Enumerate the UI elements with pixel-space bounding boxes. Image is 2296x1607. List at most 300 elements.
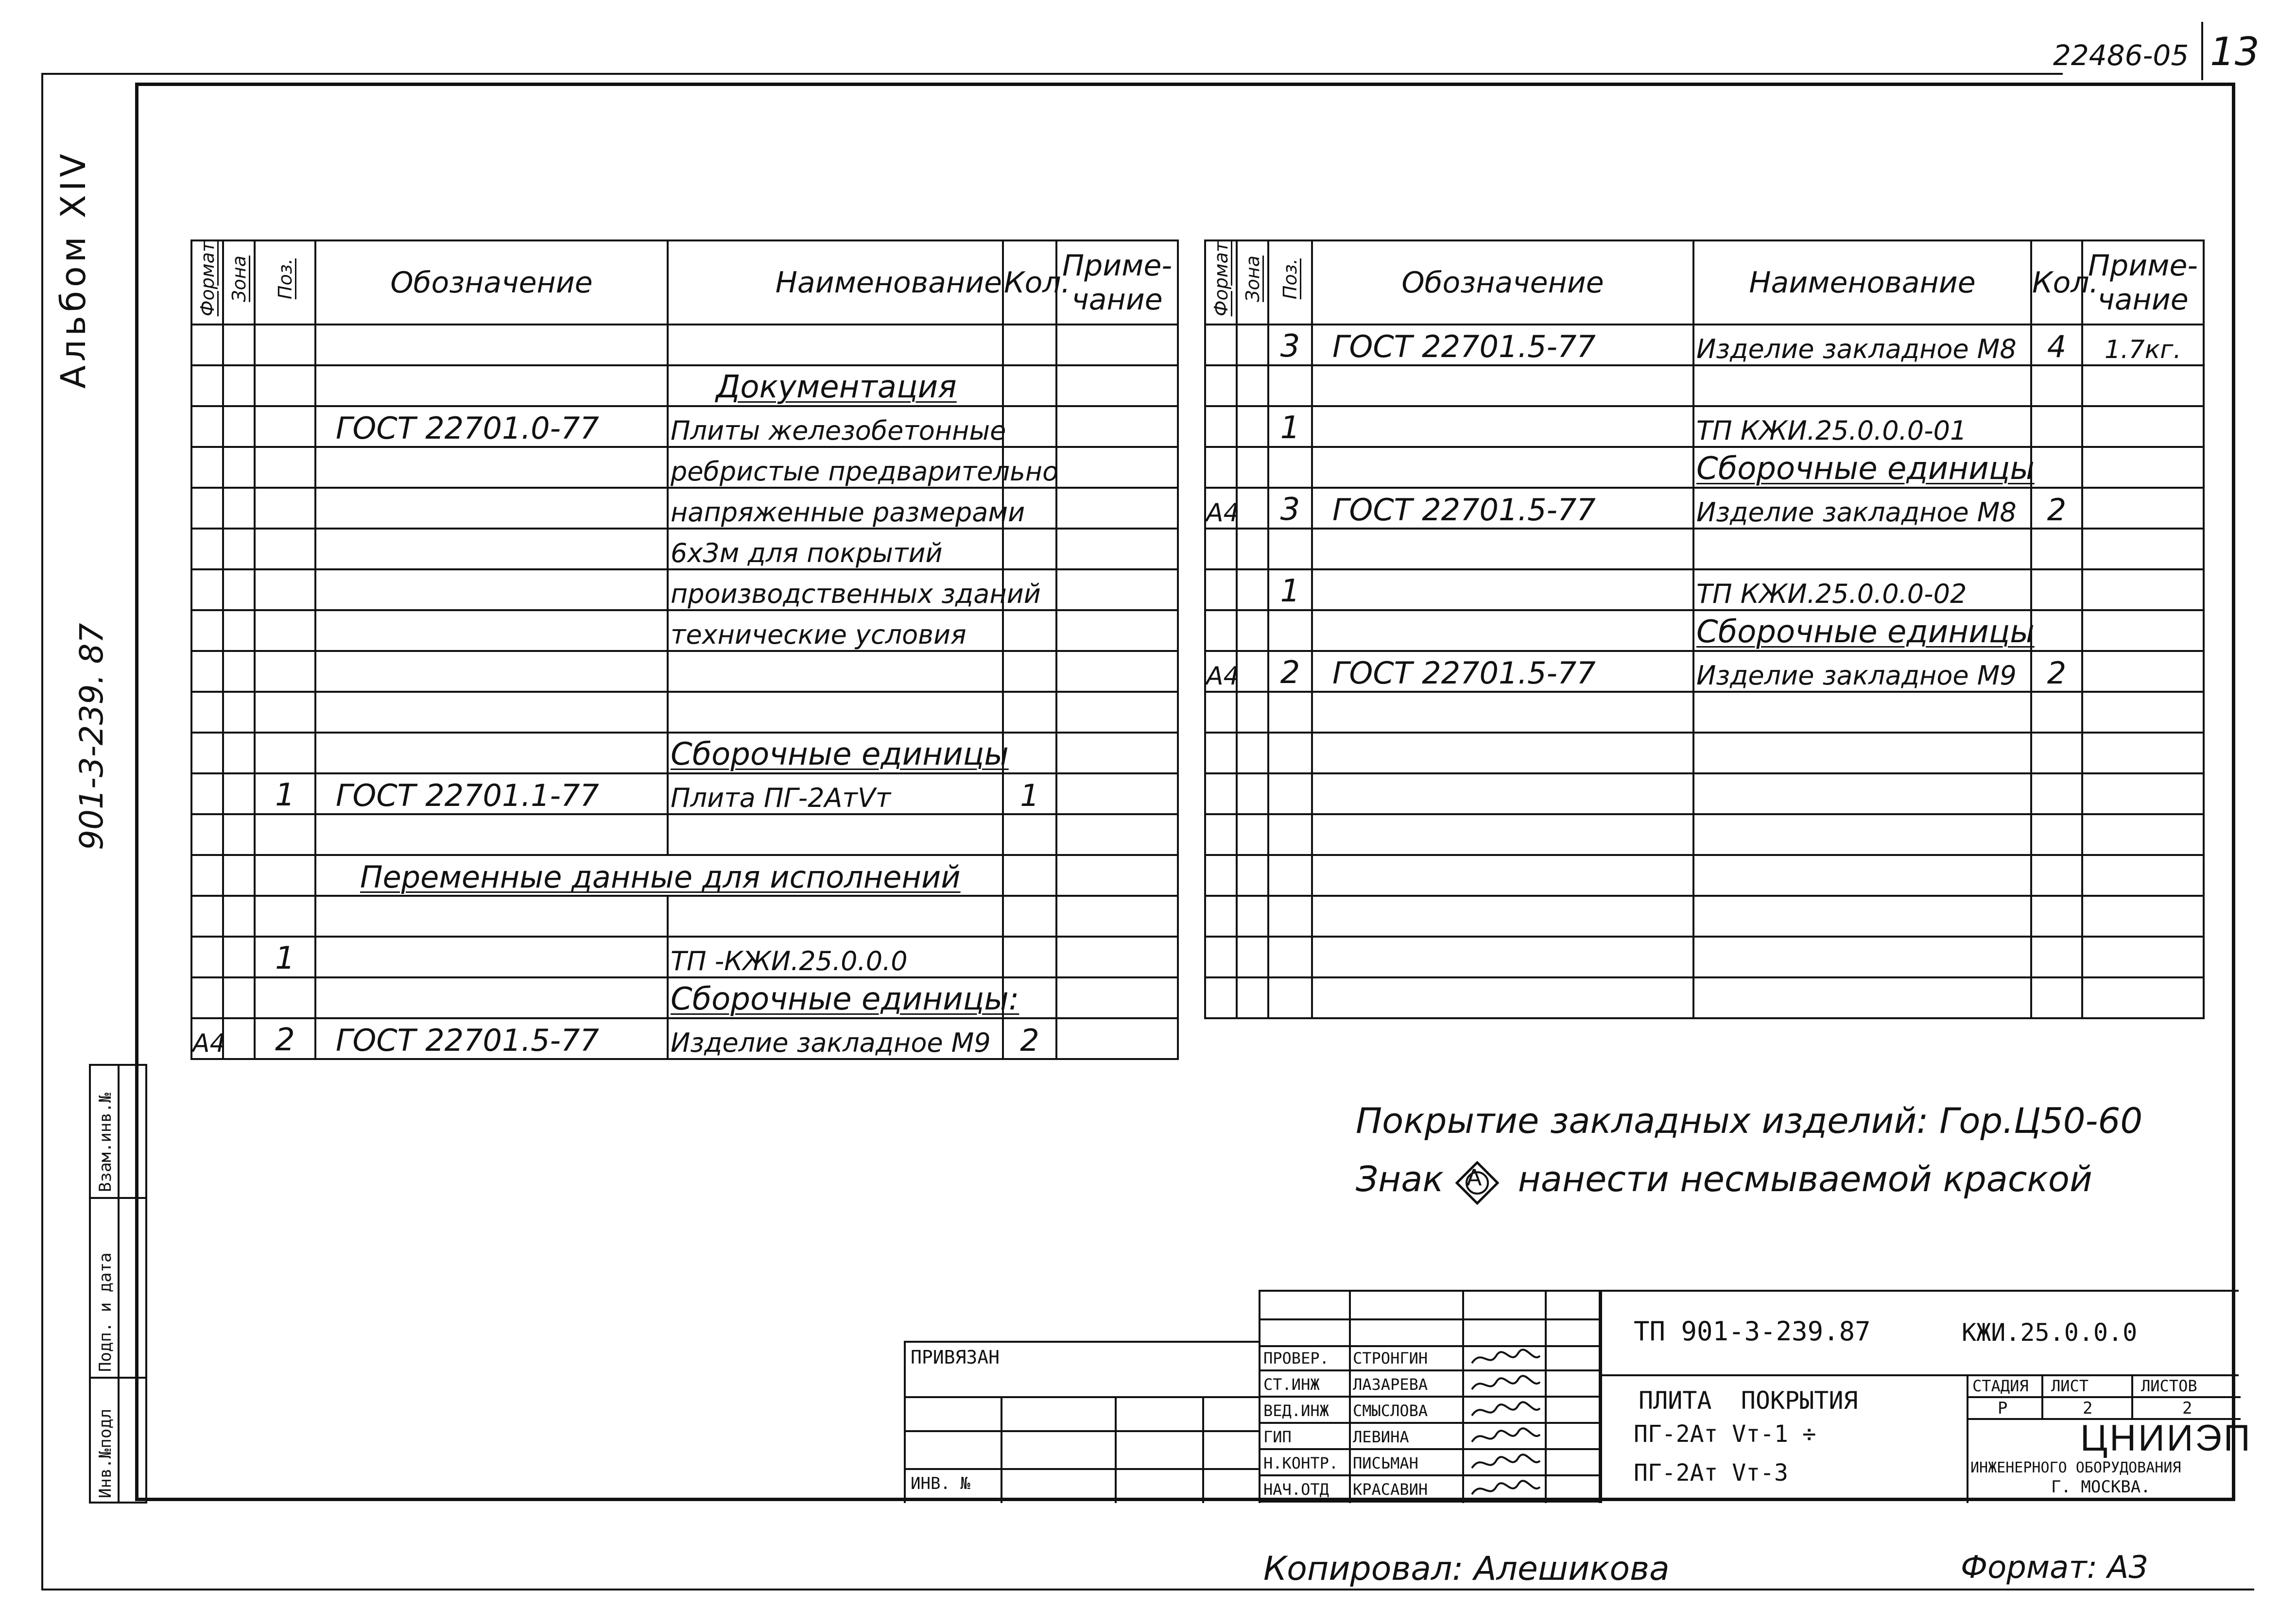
sheets-label: ЛИСТОВ xyxy=(2141,1377,2197,1395)
cell-zone xyxy=(1237,937,1268,977)
cell-name xyxy=(668,1018,1003,1059)
stage-box xyxy=(1967,1374,2252,1503)
cell-pos xyxy=(255,855,315,896)
cell-pos xyxy=(255,325,315,365)
signature-role: Н.КОНТР. xyxy=(1263,1454,1339,1472)
mark-letter: А xyxy=(1467,1164,1482,1191)
table-row xyxy=(191,937,1178,977)
cell-note xyxy=(2082,365,2204,406)
signature-row xyxy=(1260,1476,1601,1503)
cell-format xyxy=(191,651,223,692)
cell-note xyxy=(2082,406,2204,447)
cell-format xyxy=(191,773,223,814)
cell-name xyxy=(668,365,1003,406)
cell-pos xyxy=(1268,896,1312,937)
table-row xyxy=(191,488,1178,529)
table-row xyxy=(191,733,1178,773)
cell-designation xyxy=(1312,977,1693,1018)
doc-mark: КЖИ.25.0.0.0 xyxy=(1962,1318,2138,1347)
cell-pos xyxy=(255,365,315,406)
table-row xyxy=(191,896,1178,937)
table-row xyxy=(191,977,1178,1018)
col-zone: Зона xyxy=(1237,240,1268,325)
cell-zone xyxy=(223,325,255,365)
cell-designation-span xyxy=(315,855,1003,896)
stamp-inv-no: Инв.№подл xyxy=(96,1408,115,1498)
cell-pos xyxy=(1268,488,1312,529)
cell-name-text: Изделие закладное М9 xyxy=(1696,660,2017,691)
cell-format-text: А4 xyxy=(1206,662,1240,691)
cell-zone xyxy=(1237,610,1268,651)
cell-designation-text: ГОСТ 22701.5-77 xyxy=(1332,655,1596,691)
cell-note xyxy=(2082,896,2204,937)
cell-format xyxy=(1205,896,1237,937)
cell-note xyxy=(2082,529,2204,569)
cell-qty xyxy=(1003,488,1056,529)
cell-designation xyxy=(1312,937,1693,977)
cell-format xyxy=(1205,855,1237,896)
table-row xyxy=(191,773,1178,814)
col-zone: Зона xyxy=(223,240,255,325)
copied-by: Копировал: Алешикова xyxy=(1263,1550,1670,1588)
cell-format xyxy=(191,406,223,447)
handwritten-signature xyxy=(1467,1399,1545,1423)
cell-qty xyxy=(1003,896,1056,937)
cell-name-text: Изделие закладное М9 xyxy=(671,1027,991,1059)
cell-pos xyxy=(255,1018,315,1059)
cell-designation-span-text: Переменные данные для исполнений xyxy=(360,859,961,895)
cell-note-text: 1.7кг. xyxy=(2105,335,2181,365)
cell-designation-text: ГОСТ 22701.5-77 xyxy=(1332,492,1596,528)
cell-name-text: Сборочные единицы xyxy=(1696,451,2035,487)
cell-pos xyxy=(1268,733,1312,773)
cell-name xyxy=(1693,365,2031,406)
table-row xyxy=(1205,488,2204,529)
cell-qty xyxy=(1003,855,1056,896)
doc-code: ТП 901-3-239.87 xyxy=(1634,1316,1871,1347)
cell-format xyxy=(1205,406,1237,447)
cell-note xyxy=(2082,937,2204,977)
cell-pos xyxy=(255,692,315,733)
cell-zone xyxy=(223,406,255,447)
cell-zone xyxy=(223,733,255,773)
cell-pos xyxy=(255,651,315,692)
table-row xyxy=(191,814,1178,855)
cell-note xyxy=(1056,814,1178,855)
cell-name xyxy=(668,529,1003,569)
cell-format xyxy=(1205,610,1237,651)
cell-format xyxy=(1205,325,1237,365)
cell-qty-text: 2 xyxy=(1020,1023,1039,1059)
cell-zone xyxy=(1237,692,1268,733)
cell-format xyxy=(1205,733,1237,773)
cell-qty xyxy=(1003,610,1056,651)
cell-name xyxy=(668,488,1025,529)
cell-note xyxy=(1056,529,1178,569)
cell-note xyxy=(1056,569,1178,610)
cell-pos xyxy=(1268,651,1312,692)
cell-name xyxy=(668,773,1003,814)
cell-note xyxy=(2082,692,2204,733)
title-line-1: ПЛИТА ПОКРЫТИЯ xyxy=(1639,1386,1858,1415)
cell-zone xyxy=(1237,855,1268,896)
signatures-grid xyxy=(1259,1290,1601,1503)
cell-designation xyxy=(315,610,668,651)
cell-zone xyxy=(223,365,255,406)
cell-pos xyxy=(255,937,315,977)
table-row xyxy=(1205,733,2204,773)
cell-note xyxy=(2082,610,2204,651)
cell-format xyxy=(1205,365,1237,406)
cell-qty xyxy=(2031,692,2082,733)
mark-note xyxy=(1356,1159,2092,1199)
cell-note xyxy=(1056,896,1178,937)
cell-pos xyxy=(1268,692,1312,733)
cell-zone xyxy=(223,896,255,937)
cell-format xyxy=(191,365,223,406)
cell-name xyxy=(668,977,1019,1018)
cell-format xyxy=(191,855,223,896)
cell-qty xyxy=(2031,814,2082,855)
cell-note xyxy=(2082,488,2204,529)
signature-name: СТРОНГИН xyxy=(1353,1349,1428,1368)
privyazan-label: ПРИВЯЗАН xyxy=(911,1347,1000,1368)
cell-qty xyxy=(1003,447,1056,488)
cell-note xyxy=(1056,447,1178,488)
cell-name xyxy=(1693,977,2031,1018)
cell-qty xyxy=(2031,325,2082,365)
cell-pos xyxy=(255,529,315,569)
col-format: Формат xyxy=(1205,240,1237,325)
col-designation: Обозначение xyxy=(1312,240,1693,325)
cell-zone xyxy=(223,1018,255,1059)
cell-qty-text: 2 xyxy=(2047,655,2067,691)
signature-row xyxy=(1260,1424,1601,1450)
cell-qty xyxy=(1003,365,1056,406)
cell-name xyxy=(1693,814,2031,855)
stage-value: Р xyxy=(1998,1399,2008,1418)
cell-designation xyxy=(315,1018,668,1059)
table-row xyxy=(191,447,1178,488)
cell-note xyxy=(1056,977,1178,1018)
signature-role: ГИП xyxy=(1263,1428,1292,1446)
cell-designation xyxy=(1312,406,1693,447)
cell-designation xyxy=(1312,610,1693,651)
cell-qty-text: 2 xyxy=(2047,492,2067,528)
cell-designation xyxy=(315,447,668,488)
cell-format xyxy=(191,733,223,773)
cell-designation xyxy=(1312,692,1693,733)
cell-qty xyxy=(1003,529,1056,569)
handwritten-signature xyxy=(1467,1372,1545,1397)
cell-format xyxy=(191,692,223,733)
cell-pos xyxy=(255,406,315,447)
table-row xyxy=(1205,814,2204,855)
cell-name xyxy=(668,447,1059,488)
cell-name xyxy=(668,733,1009,773)
col-qty: Кол. xyxy=(2031,240,2082,325)
cell-name-text: технические условия xyxy=(671,619,967,650)
signature-name: КРАСАВИН xyxy=(1353,1480,1428,1499)
cell-zone xyxy=(1237,325,1268,365)
sheet-label: ЛИСТ xyxy=(2051,1377,2089,1395)
cell-name xyxy=(668,569,1041,610)
col-pos: Поз. xyxy=(1268,240,1312,325)
table-row xyxy=(191,1018,1178,1059)
handwritten-signature xyxy=(1467,1451,1545,1475)
cell-note xyxy=(2082,733,2204,773)
table-row xyxy=(191,855,1178,896)
cell-qty xyxy=(2031,569,2082,610)
signature-name: ЛАЗАРЕВА xyxy=(1353,1375,1428,1394)
cell-zone xyxy=(1237,569,1268,610)
cell-designation xyxy=(1312,365,1693,406)
cell-zone xyxy=(1237,977,1268,1018)
cell-pos xyxy=(255,814,315,855)
cell-name xyxy=(1693,325,2031,365)
cell-pos xyxy=(1268,529,1312,569)
cell-qty xyxy=(2031,855,2082,896)
cell-qty xyxy=(2031,488,2082,529)
cell-designation xyxy=(315,814,668,855)
cell-zone xyxy=(1237,773,1268,814)
cell-zone xyxy=(1237,896,1268,937)
cell-note xyxy=(2082,569,2204,610)
coating-note: Покрытие закладных изделий: Гор.Ц50-60 xyxy=(1356,1100,2143,1141)
cell-qty xyxy=(2031,610,2082,651)
cell-name xyxy=(668,325,1003,365)
cell-pos xyxy=(1268,937,1312,977)
cell-format xyxy=(1205,569,1237,610)
cell-name xyxy=(668,937,1003,977)
cell-note xyxy=(2082,651,2204,692)
table-row xyxy=(191,692,1178,733)
cell-name-text: ребристые предварительно xyxy=(671,456,1059,487)
cell-designation xyxy=(1312,814,1693,855)
cell-designation xyxy=(1312,896,1693,937)
cell-qty xyxy=(1003,1018,1056,1059)
title-main xyxy=(1599,1290,2252,1503)
cell-zone xyxy=(1237,488,1268,529)
cell-format xyxy=(1205,488,1240,529)
cell-pos-text: 1 xyxy=(1280,410,1300,446)
cell-format xyxy=(191,937,223,977)
cell-designation xyxy=(315,488,668,529)
cell-designation xyxy=(315,773,668,814)
cell-designation xyxy=(1312,569,1693,610)
cell-qty xyxy=(2031,406,2082,447)
signature-name: СМЫСЛОВА xyxy=(1353,1402,1428,1420)
cell-format xyxy=(191,569,223,610)
cell-note xyxy=(1056,855,1178,896)
cell-name xyxy=(1693,488,2031,529)
cell-pos xyxy=(1268,855,1312,896)
handwritten-signature xyxy=(1467,1346,1545,1370)
sheet-value: 2 xyxy=(2083,1399,2093,1418)
cell-designation xyxy=(315,937,668,977)
cell-note xyxy=(1056,365,1178,406)
table-row xyxy=(1205,447,2204,488)
table-row xyxy=(1205,406,2204,447)
signature-name: ЛЕВИНА xyxy=(1353,1428,1409,1446)
cell-zone xyxy=(1237,406,1268,447)
cell-format xyxy=(191,610,223,651)
cell-format-text: А4 xyxy=(1206,498,1240,528)
table-header-row xyxy=(1205,240,2204,325)
sheets-value: 2 xyxy=(2182,1399,2192,1418)
cell-qty xyxy=(1003,773,1056,814)
signature-row xyxy=(1260,1450,1601,1476)
cell-format xyxy=(1205,773,1237,814)
cell-zone xyxy=(223,773,255,814)
cell-pos xyxy=(1268,406,1312,447)
cell-name xyxy=(1693,937,2031,977)
cell-designation xyxy=(315,529,668,569)
cell-designation xyxy=(315,325,668,365)
cell-pos-text: 2 xyxy=(275,1022,295,1059)
stage-label: СТАДИЯ xyxy=(1972,1377,2029,1395)
mark-suffix: нанести несмываемой краской xyxy=(1518,1159,2092,1199)
signature-role: ПРОВЕР. xyxy=(1263,1349,1329,1368)
cell-pos xyxy=(1268,773,1312,814)
cell-pos xyxy=(1268,814,1312,855)
cell-note xyxy=(1056,1018,1178,1059)
cell-note xyxy=(1056,651,1178,692)
cell-note xyxy=(2082,855,2204,896)
cell-designation xyxy=(315,733,668,773)
cell-pos xyxy=(255,773,315,814)
cell-note xyxy=(1056,733,1178,773)
cell-qty-text: 4 xyxy=(2047,329,2067,365)
cell-format xyxy=(191,529,223,569)
cell-designation xyxy=(315,692,668,733)
cell-note xyxy=(2082,447,2204,488)
cell-note xyxy=(1056,406,1178,447)
signature-row xyxy=(1260,1371,1601,1398)
cell-note xyxy=(1056,937,1178,977)
cell-name xyxy=(1693,406,2031,447)
cell-pos xyxy=(255,569,315,610)
table-row xyxy=(1205,529,2204,569)
cell-name xyxy=(1693,529,2031,569)
stamp-replaced-inv: Взам.инв.№ xyxy=(96,1093,115,1192)
table-row xyxy=(1205,977,2204,1018)
cell-qty xyxy=(2031,365,2082,406)
cell-zone xyxy=(223,814,255,855)
cell-zone xyxy=(223,977,255,1018)
doc-number: 22486-05 xyxy=(2053,39,2189,72)
cell-name xyxy=(668,610,1003,651)
title-line-2: ПГ-2Ат Vт-1 ÷ xyxy=(1634,1420,1816,1448)
table-row xyxy=(191,529,1178,569)
cell-qty xyxy=(1003,814,1056,855)
cell-name-text: производственных зданий xyxy=(671,579,1041,610)
table-row xyxy=(191,325,1178,365)
cell-qty xyxy=(2031,447,2082,488)
cell-designation xyxy=(1312,325,1693,365)
cell-note xyxy=(2082,773,2204,814)
cell-zone xyxy=(1237,447,1268,488)
privyazan-box xyxy=(904,1341,1260,1503)
cell-designation xyxy=(315,365,668,406)
handwritten-signature xyxy=(1467,1425,1545,1449)
cell-name xyxy=(1693,855,2031,896)
cell-name xyxy=(1693,896,2031,937)
project-code-vertical: 901-3-239. 87 xyxy=(73,623,110,850)
cell-qty xyxy=(1003,406,1056,447)
table-header-row xyxy=(191,240,1178,325)
sheet-format: Формат: А3 xyxy=(1961,1550,2149,1586)
signature-role: ВЕД.ИНЖ xyxy=(1263,1402,1329,1420)
cell-qty xyxy=(2031,733,2082,773)
cell-designation xyxy=(315,977,668,1018)
cell-format xyxy=(1205,814,1237,855)
cell-pos xyxy=(255,488,315,529)
cell-format xyxy=(191,447,223,488)
cell-name xyxy=(668,896,1003,937)
signature-name: ПИСЬМАН xyxy=(1353,1454,1418,1472)
cell-zone xyxy=(223,488,255,529)
org-line-3: Г. МОСКВА. xyxy=(2051,1477,2151,1497)
table-row xyxy=(1205,896,2204,937)
cell-format xyxy=(1205,977,1237,1018)
table-row xyxy=(191,406,1178,447)
cell-pos xyxy=(1268,447,1312,488)
cell-zone xyxy=(223,447,255,488)
cell-pos xyxy=(1268,610,1312,651)
cell-zone xyxy=(223,569,255,610)
cell-name-text: Изделие закладное М8 xyxy=(1696,334,2017,365)
cell-note xyxy=(1056,325,1178,365)
cell-zone xyxy=(223,651,255,692)
mark-prefix: Знак xyxy=(1356,1159,1444,1199)
cell-qty xyxy=(2031,651,2082,692)
cell-name xyxy=(1693,773,2031,814)
cell-designation-text: ГОСТ 22701.5-77 xyxy=(1332,329,1596,365)
table-row xyxy=(191,651,1178,692)
cell-note xyxy=(1056,692,1178,733)
signature-row xyxy=(1260,1345,1601,1371)
signature-role: НАЧ.ОТД xyxy=(1263,1480,1329,1499)
cell-name xyxy=(1693,610,2035,651)
cell-pos xyxy=(255,610,315,651)
cell-name-text: Документация xyxy=(716,369,957,406)
cell-designation xyxy=(315,651,668,692)
cell-pos-text: 3 xyxy=(1280,492,1300,528)
stamp-sign-date: Подп. и дата xyxy=(96,1252,115,1372)
table-row xyxy=(1205,937,2204,977)
cell-zone xyxy=(1237,814,1268,855)
signature-role: СТ.ИНЖ xyxy=(1263,1375,1320,1394)
cell-qty-text: 1 xyxy=(1020,778,1039,814)
table-row xyxy=(1205,692,2204,733)
table-row xyxy=(1205,569,2204,610)
col-name: Наименование xyxy=(668,240,1003,325)
cell-designation xyxy=(1312,773,1693,814)
cell-name-text: Сборочные единицы xyxy=(1696,614,2035,650)
cell-name xyxy=(1693,692,2031,733)
col-format: Формат xyxy=(191,240,223,325)
cell-pos xyxy=(255,447,315,488)
cell-designation xyxy=(1312,447,1693,488)
cell-name-text: Плита ПГ-2АтⅤт xyxy=(671,783,891,814)
table-row xyxy=(1205,325,2204,365)
cell-format xyxy=(191,488,223,529)
col-note: Приме- чание xyxy=(2082,240,2204,325)
cell-qty xyxy=(2031,937,2082,977)
cell-name-text: напряженные размерами xyxy=(671,497,1025,528)
cell-name-text: ТП КЖИ.25.0.0.0-02 xyxy=(1696,579,1967,610)
